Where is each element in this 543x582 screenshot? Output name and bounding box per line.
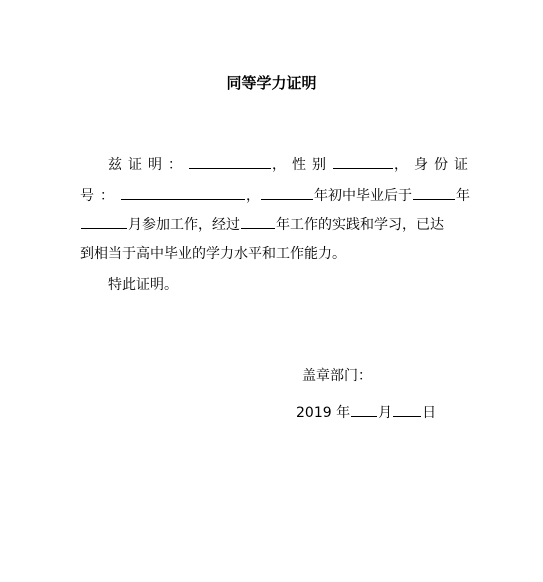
gender-label: ，性别 <box>272 157 332 173</box>
comma-text: ， <box>246 188 260 204</box>
month-blank[interactable] <box>351 402 377 417</box>
work-year-blank[interactable] <box>413 185 455 200</box>
date-day: 日 <box>422 405 437 421</box>
practice-text: 年工作的实践和学习，已达 <box>276 217 444 233</box>
gender-blank[interactable] <box>333 154 393 169</box>
body-line-3 <box>80 214 444 235</box>
date-year: 2019 年 <box>296 405 351 421</box>
day-blank[interactable] <box>393 402 421 417</box>
body-line-4: 到相当于高中毕业的学力水平和工作能力。 <box>80 246 346 262</box>
years-of-work-blank[interactable] <box>241 214 275 229</box>
year-suffix: 年 <box>456 188 470 204</box>
name-blank[interactable] <box>189 154 271 169</box>
date-month: 月 <box>378 405 393 421</box>
graduation-year-blank[interactable] <box>261 185 313 200</box>
body-line-2 <box>80 185 470 206</box>
work-month-blank[interactable] <box>81 214 127 229</box>
joined-work-text: 月参加工作，经过 <box>128 217 240 233</box>
id-number-blank[interactable] <box>121 185 245 200</box>
stamp-department-label: 盖章部门： <box>302 368 372 384</box>
closing-text: 特此证明。 <box>108 277 178 293</box>
document-title: 同等学力证明 <box>226 74 317 92</box>
date-line <box>296 402 436 423</box>
id-suffix-label: 号： <box>80 188 120 204</box>
certify-label: 兹证明： <box>108 157 188 173</box>
id-label: ，身份证 <box>394 157 474 173</box>
body-line-1 <box>108 154 474 175</box>
graduated-text: 年初中毕业后于 <box>314 188 412 204</box>
